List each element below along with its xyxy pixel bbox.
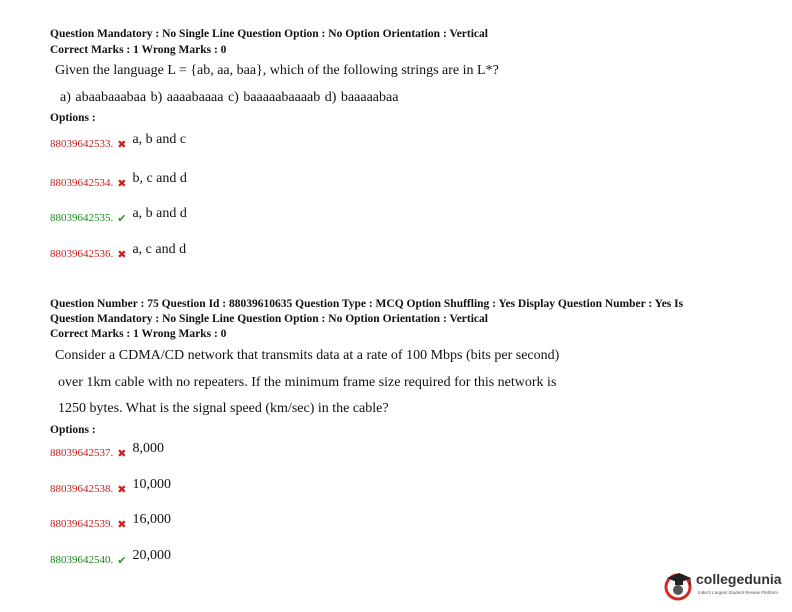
cross-icon: ✖ [117, 247, 127, 261]
option-id: 88039642535. [50, 212, 114, 224]
q2-meta-line: Question Mandatory : No Single Line Question Option : No Option Orientation : Vertical [50, 313, 488, 325]
q2-question-text: 1250 bytes. What is the signal speed (km/sec) in the cable? [58, 401, 389, 416]
cross-icon: ✖ [117, 137, 127, 151]
q1-meta-line: Question Mandatory : No Single Line Question Option : No Option Orientation : Vertical [50, 28, 488, 40]
q1-options-label: Options : [50, 112, 96, 124]
option-id: 88039642536. [50, 248, 114, 260]
option-id: 88039642540. [50, 554, 114, 566]
collegedunia-logo [664, 568, 788, 604]
option-text: a, b and c [132, 132, 187, 147]
cross-icon: ✖ [117, 176, 127, 190]
q1-question-text: Given the language L = {ab, aa, baa}, which of the following strings are in L*? [55, 63, 499, 78]
cross-icon: ✖ [117, 482, 127, 496]
option-id: 88039642533. [50, 138, 114, 150]
q1-choices: a) abaabaaabaa b) aaaabaaaa c) baaaaabaaaab d) baaaaabaa [60, 90, 399, 105]
q2-question-text: over 1km cable with no repeaters. If the minimum frame size required for this network is [58, 375, 557, 390]
option-text: 10,000 [132, 477, 171, 492]
option-row [50, 441, 164, 461]
option-text: b, c and d [132, 171, 187, 186]
option-row [50, 206, 187, 226]
q2-meta-line: Question Number : 75 Question Id : 88039610635 Question Type : MCQ Option Shuffling : Yes Display Question Number : Yes Is [50, 298, 684, 310]
option-row [50, 171, 187, 191]
cross-icon: ✖ [117, 446, 127, 460]
cross-icon: ✖ [117, 517, 127, 531]
option-text: 16,000 [132, 512, 171, 527]
option-row [50, 548, 171, 568]
option-row [50, 242, 187, 262]
option-id: 88039642537. [50, 447, 114, 459]
option-id: 88039642534. [50, 177, 114, 189]
graduate-icon [664, 570, 694, 602]
logo-tagline: India's Largest Student Review Platform [698, 590, 778, 595]
option-row [50, 512, 171, 532]
q2-question-text: Consider a CDMA/CD network that transmits data at a rate of 100 Mbps (bits per second) [55, 348, 560, 363]
option-text: 8,000 [132, 441, 164, 456]
option-text: a, b and d [132, 206, 187, 221]
option-id: 88039642539. [50, 518, 114, 530]
q1-marks: Correct Marks : 1 Wrong Marks : 0 [50, 44, 227, 56]
logo-name: collegedunia [696, 571, 782, 587]
option-row [50, 132, 187, 152]
check-icon: ✔ [117, 553, 127, 567]
option-text: a, c and d [132, 242, 187, 257]
option-row [50, 477, 171, 497]
option-id: 88039642538. [50, 483, 114, 495]
check-icon: ✔ [117, 211, 127, 225]
q2-marks: Correct Marks : 1 Wrong Marks : 0 [50, 328, 227, 340]
option-text: 20,000 [132, 548, 171, 563]
q2-options-label: Options : [50, 424, 96, 436]
